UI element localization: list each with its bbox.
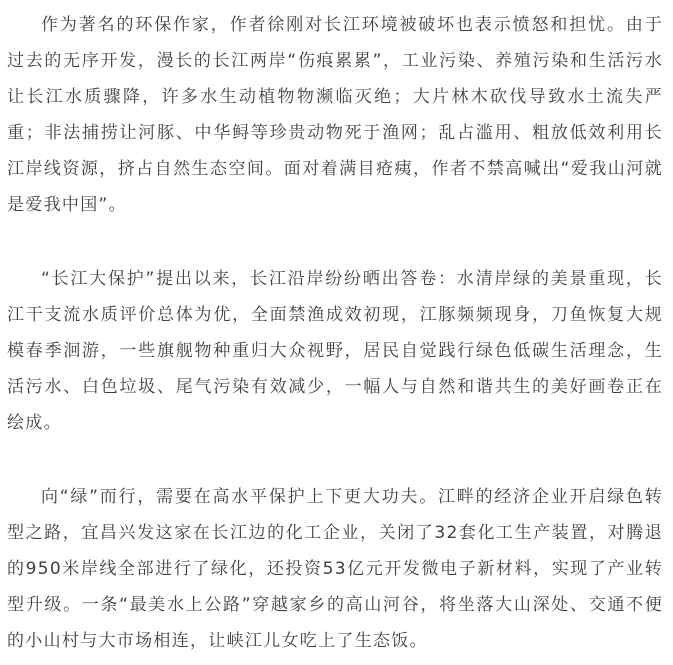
paragraph-environment-damage: 作为著名的环保作家，作者徐刚对长江环境被破坏也表示愤怒和担忧。由于过去的无序开发，漫长的长江两岸“伤痕累累”，工业污染、养殖污染和生活污水让长江水质骤降，许多水生动植物物濒临灭绝；大片林木砍伐导致水土流失严重；非法捕捞让河豚、中华鲟等珍贵动物死于渔网；乱占滥用、粗放低效利用长江岸线资源，挤占自然生态空间。面对着满目疮痍，作者不禁高喊出“爱我山河就是爱我中国”。: [7, 15, 663, 215]
paragraph-green-transition: 向“绿”而行，需要在高水平保护上下更大功夫。江畔的经济企业开启绿色转型之路，宜昌兴发这家在长江边的化工企业，关闭了32套化工生产装置，对腾退的950米岸线全部进行了绿化，还投资53亿元开发微电子新材料，实现了产业转型升级。一条“最美水上公路”穿越家乡的高山河谷，将坐落大山深处、交通不便的小山村与大市场相连，让峡江儿女吃上了生态饭。: [7, 487, 663, 651]
paragraph-yangtze-protection: “长江大保护”提出以来，长江沿岸纷纷晒出答卷：水清岸绿的美景重现，长江干支流水质评价总体为优，全面禁渔成效初现，江豚频频现身，刀鱼恢复大规模春季洄游，一些旗舰物种重归大众视野，居民自觉践行绿色低碳生活理念，生活污水、白色垃圾、尾气污染有效减少，一幅人与自然和谐共生的美好画卷正在绘成。: [7, 269, 663, 433]
